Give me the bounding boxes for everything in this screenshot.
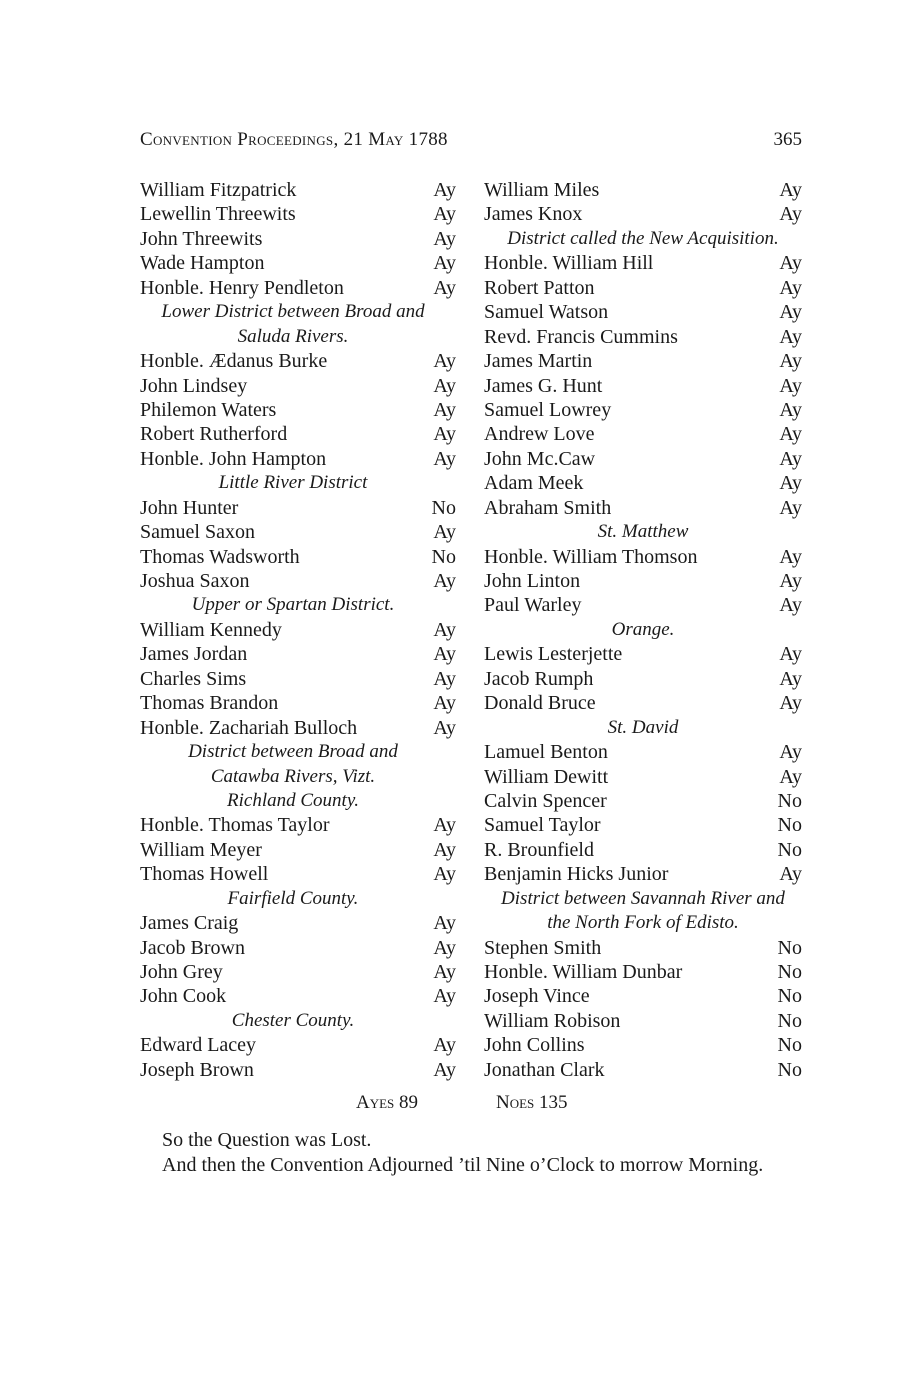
vote-value: Ay (433, 912, 456, 935)
vote-row (484, 740, 802, 764)
vote-row (484, 251, 802, 275)
vote-value: Ay (433, 398, 456, 421)
vote-row (140, 618, 456, 642)
vote-value: Ay (433, 570, 456, 592)
member-name: William Fitzpatrick (140, 179, 297, 201)
member-name: Joseph Vince (484, 985, 590, 1008)
vote-value: Ay (433, 692, 456, 715)
district-heading: Little River District (218, 472, 368, 494)
vote-row (484, 1058, 802, 1082)
member-name: James Craig (140, 912, 239, 935)
vote-value: No (777, 936, 802, 959)
member-name: Abraham Smith (484, 496, 612, 519)
vote-value: No (777, 789, 802, 812)
vote-row (140, 642, 456, 666)
vote-value: Ay (433, 814, 456, 837)
vote-value: No (777, 961, 802, 983)
vote-value: No (431, 496, 456, 519)
vote-value: Ay (433, 643, 456, 666)
member-name: Revd. Francis Cummins (484, 325, 678, 348)
district-heading: Lower District between Broad and (161, 301, 425, 323)
member-name: Honble. William Dunbar (484, 961, 683, 983)
vote-value: Ay (433, 863, 456, 886)
vote-row (484, 178, 802, 202)
vote-row (484, 422, 802, 446)
closing-text (140, 1128, 802, 1177)
vote-value: Ay (433, 423, 456, 446)
vote-row (484, 960, 802, 984)
member-name: John Threewits (140, 227, 263, 250)
member-name: William Miles (484, 179, 600, 201)
vote-row (484, 691, 802, 715)
district-heading: Saluda Rivers. (237, 325, 349, 347)
member-name: Robert Rutherford (140, 423, 288, 446)
vote-value: No (777, 1034, 802, 1057)
vote-value: Ay (779, 643, 802, 666)
vote-row (140, 667, 456, 691)
vote-row (484, 349, 802, 373)
district-heading: Catawba Rivers, Vizt. (210, 765, 376, 787)
member-name: Samuel Watson (484, 301, 609, 324)
vote-row (140, 813, 456, 837)
member-name: William Dewitt (484, 765, 609, 788)
running-header (140, 128, 802, 152)
member-name: James G. Hunt (484, 374, 603, 397)
vote-row (484, 642, 802, 666)
vote-row (140, 227, 456, 251)
member-name: Honble. Zachariah Bulloch (140, 716, 358, 739)
member-name: Samuel Lowrey (484, 398, 612, 421)
district-heading: St. David (607, 716, 679, 738)
member-name: Jacob Rumph (484, 667, 594, 690)
member-name: Donald Bruce (484, 692, 596, 715)
vote-value: Ay (433, 1058, 456, 1081)
vote-row (484, 936, 802, 960)
vote-row (484, 300, 802, 324)
vote-row (140, 276, 456, 300)
member-name: Lewis Lesterjette (484, 643, 623, 666)
vote-row (484, 1009, 802, 1033)
vote-row (140, 984, 456, 1008)
member-name: Lamuel Benton (484, 741, 608, 764)
vote-value: Ay (779, 398, 802, 421)
vote-row (484, 765, 802, 789)
vote-value: Ay (779, 472, 802, 495)
district-heading: Orange. (611, 618, 675, 640)
vote-value: Ay (433, 521, 456, 544)
district-heading: District between Broad and (188, 741, 398, 763)
left-column (140, 178, 456, 1082)
member-name: Honble. Thomas Taylor (140, 814, 330, 837)
member-name: Honble. William Hill (484, 252, 654, 275)
member-name: Paul Warley (484, 594, 582, 617)
closing-line-2: And then the Convention Adjourned ’til Nine o’Clock to morrow Morning. (162, 1153, 764, 1176)
member-name: John Grey (140, 961, 223, 983)
member-name: John Cook (140, 985, 227, 1008)
member-name: Stephen Smith (484, 936, 602, 959)
member-name: Samuel Taylor (484, 814, 601, 837)
vote-row (484, 984, 802, 1008)
vote-value: Ay (779, 423, 802, 446)
vote-value: Ay (433, 276, 456, 299)
vote-value: Ay (779, 374, 802, 397)
member-name: Thomas Howell (140, 863, 269, 886)
vote-value: No (777, 1058, 802, 1081)
vote-value: Ay (433, 252, 456, 275)
member-name: William Robison (484, 1009, 621, 1032)
vote-value: Ay (433, 716, 456, 739)
vote-value: Ay (433, 667, 456, 690)
vote-row (484, 813, 802, 837)
vote-value: Ay (779, 252, 802, 275)
vote-row (140, 447, 456, 471)
vote-row (484, 667, 802, 691)
district-heading: Fairfield County. (227, 887, 359, 909)
member-name: John Linton (484, 570, 581, 592)
vote-value: Ay (779, 179, 802, 201)
member-name: Thomas Brandon (140, 692, 279, 715)
district-heading: Chester County. (231, 1009, 355, 1031)
member-name: Wade Hampton (140, 252, 265, 275)
running-title: Convention Proceedings, 21 May 1788 (140, 129, 448, 150)
ayes-total: Ayes 89 (356, 1092, 419, 1113)
vote-value: Ay (779, 496, 802, 519)
member-name: William Kennedy (140, 618, 282, 641)
district-heading: District between Savannah River and (501, 887, 785, 909)
vote-row (140, 862, 456, 886)
vote-row (140, 838, 456, 862)
vote-value: Ay (433, 618, 456, 641)
vote-value: Ay (433, 985, 456, 1008)
member-name: R. Brounfield (484, 838, 594, 861)
member-name: Joshua Saxon (140, 570, 250, 592)
vote-value: Ay (433, 447, 456, 470)
vote-value: Ay (779, 765, 802, 788)
vote-value: Ay (779, 325, 802, 348)
member-name: Robert Patton (484, 276, 595, 299)
member-name: Adam Meek (484, 472, 584, 495)
member-name: James Knox (484, 203, 583, 226)
vote-value: Ay (779, 276, 802, 299)
vote-value: Ay (779, 741, 802, 764)
member-name: Joseph Brown (140, 1058, 254, 1081)
member-name: Jacob Brown (140, 936, 245, 959)
member-name: Samuel Saxon (140, 521, 255, 544)
vote-row (484, 496, 802, 520)
vote-value: Ay (779, 570, 802, 592)
vote-row (484, 862, 802, 886)
member-name: Honble. William Thomson (484, 545, 698, 568)
member-name: James Martin (484, 350, 593, 373)
vote-value: Ay (779, 203, 802, 226)
vote-row (140, 569, 456, 593)
closing-line-1: So the Question was Lost. (162, 1129, 372, 1151)
vote-row (484, 569, 802, 593)
vote-value: Ay (779, 863, 802, 886)
vote-value: Ay (779, 350, 802, 373)
noes-total: Noes 135 (496, 1092, 568, 1113)
vote-row (484, 202, 802, 226)
member-name: Calvin Spencer (484, 789, 607, 812)
district-heading: Richland County. (227, 789, 359, 811)
vote-value: Ay (779, 545, 802, 568)
vote-row (140, 202, 456, 226)
member-name: Andrew Love (484, 423, 595, 446)
vote-value: No (777, 1009, 802, 1032)
vote-value: No (777, 814, 802, 837)
member-name: Lewellin Threewits (140, 203, 296, 226)
member-name: Edward Lacey (140, 1034, 257, 1057)
vote-row (140, 691, 456, 715)
member-name: Honble. John Hampton (140, 447, 327, 470)
member-name: John Collins (484, 1034, 585, 1057)
vote-value: Ay (433, 227, 456, 250)
vote-row (140, 178, 456, 202)
vote-row (484, 1033, 802, 1057)
member-name: James Jordan (140, 643, 248, 666)
right-column (484, 178, 802, 1082)
member-name: Honble. Henry Pendleton (140, 276, 344, 299)
member-name: John Hunter (140, 496, 239, 519)
vote-row (484, 789, 802, 813)
vote-value: Ay (433, 350, 456, 373)
district-heading: Upper or Spartan District. (191, 594, 395, 616)
vote-row (484, 447, 802, 471)
vote-row (140, 520, 456, 544)
member-name: John Mc.Caw (484, 447, 596, 470)
vote-row (140, 1033, 456, 1057)
member-name: Honble. Ædanus Burke (140, 350, 328, 373)
vote-row (140, 716, 456, 740)
vote-value: Ay (779, 692, 802, 715)
member-name: Philemon Waters (140, 398, 277, 421)
vote-row (140, 422, 456, 446)
vote-row (484, 545, 802, 569)
vote-row (484, 471, 802, 495)
vote-row (140, 911, 456, 935)
vote-row (484, 838, 802, 862)
vote-value: Ay (433, 179, 456, 201)
vote-row (140, 349, 456, 373)
vote-row (140, 374, 456, 398)
vote-row (140, 936, 456, 960)
vote-value: Ay (779, 301, 802, 324)
vote-value: No (777, 985, 802, 1008)
vote-row (140, 960, 456, 984)
vote-value: No (431, 545, 456, 568)
vote-row (484, 276, 802, 300)
vote-row (484, 325, 802, 349)
vote-row (484, 398, 802, 422)
vote-row (140, 496, 456, 520)
vote-value: Ay (433, 936, 456, 959)
vote-value: Ay (779, 667, 802, 690)
member-name: Charles Sims (140, 667, 247, 690)
member-name: John Lindsey (140, 374, 248, 397)
district-heading: the North Fork of Edisto. (547, 912, 739, 934)
vote-row (140, 1058, 456, 1082)
member-name: William Meyer (140, 838, 262, 861)
vote-value: Ay (433, 203, 456, 226)
district-heading: St. Matthew (597, 521, 689, 543)
member-name: Thomas Wadsworth (140, 545, 300, 568)
vote-row (140, 545, 456, 569)
member-name: Benjamin Hicks Junior (484, 863, 669, 886)
vote-row (140, 398, 456, 422)
district-heading: District called the New Acquisition. (507, 227, 779, 249)
page-number: 365 (773, 129, 802, 150)
vote-value: No (777, 838, 802, 861)
vote-value: Ay (433, 961, 456, 983)
vote-value: Ay (433, 838, 456, 861)
vote-value: Ay (433, 1034, 456, 1057)
vote-value: Ay (433, 374, 456, 397)
vote-row (484, 374, 802, 398)
vote-row (484, 593, 802, 617)
member-name: Jonathan Clark (484, 1058, 605, 1081)
vote-row (140, 251, 456, 275)
vote-value: Ay (779, 447, 802, 470)
vote-value: Ay (779, 594, 802, 617)
